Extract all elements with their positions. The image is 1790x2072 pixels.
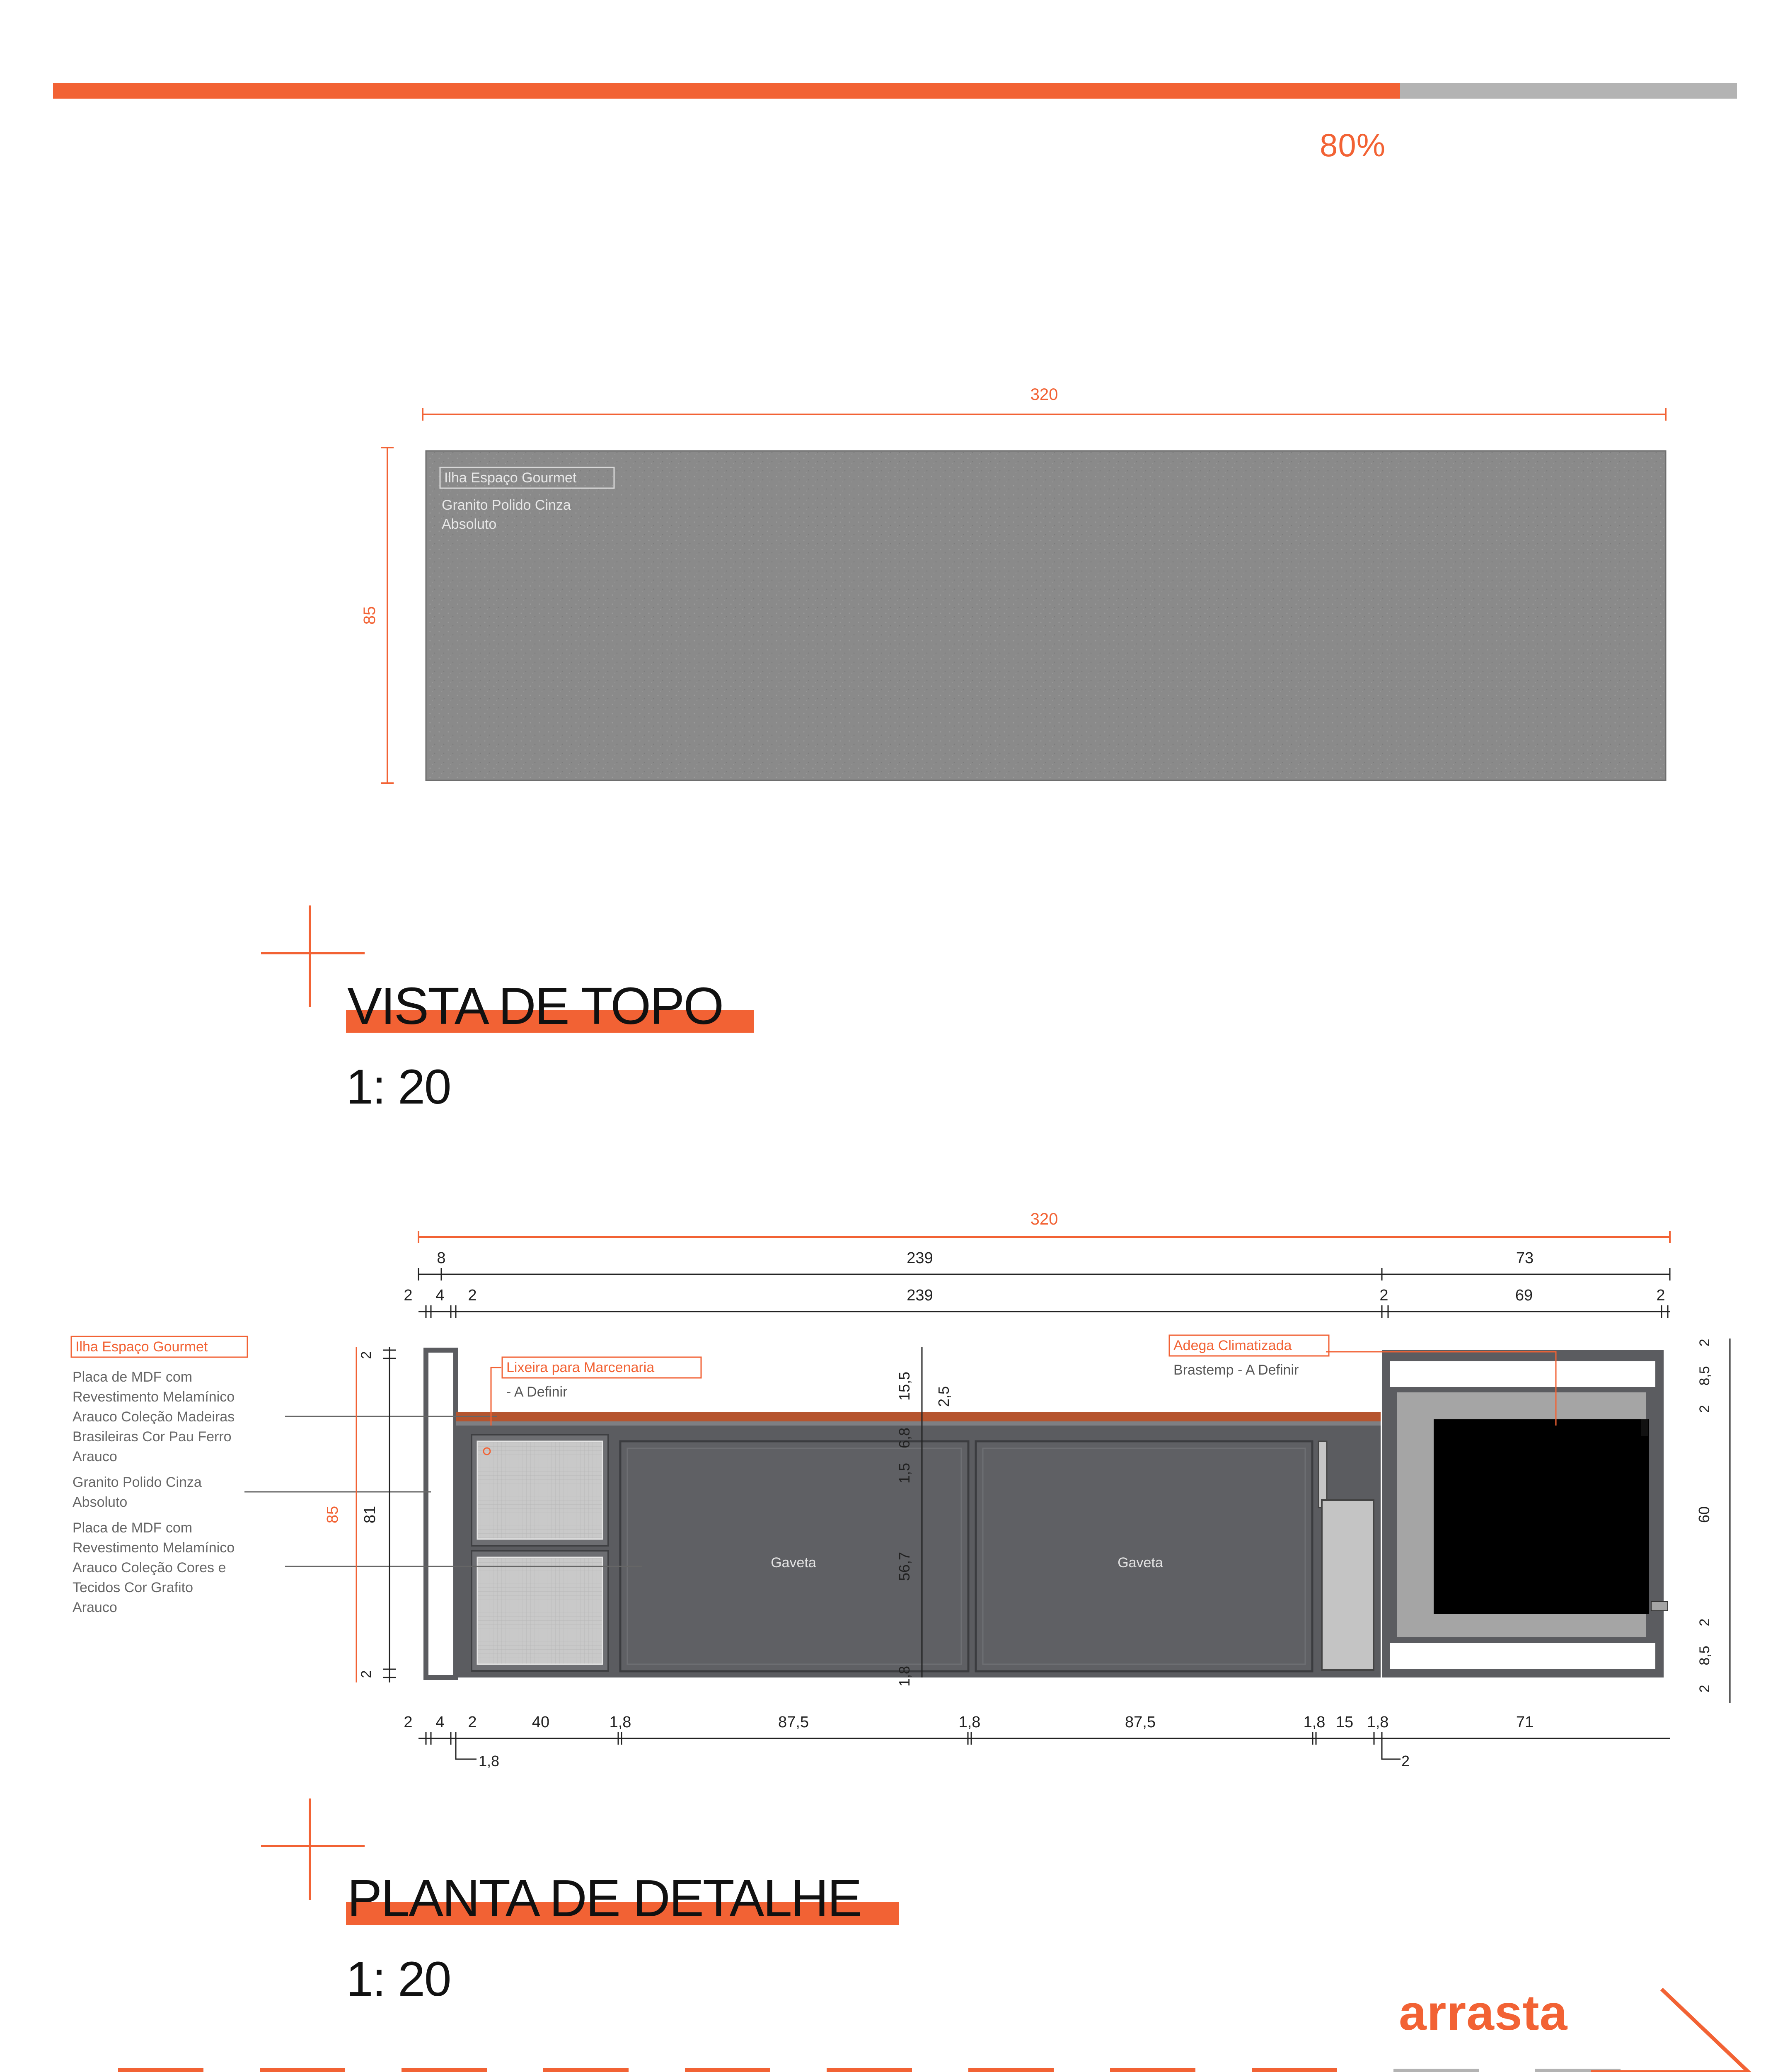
dim-row2-g: 2 bbox=[1656, 1287, 1665, 1304]
dim-row2-c: 2 bbox=[468, 1287, 477, 1304]
note3-line2: Revestimento Melamínico bbox=[73, 1540, 235, 1556]
note3-line1: Placa de MDF com bbox=[73, 1520, 193, 1536]
bottom-dim-6: 87,5 bbox=[778, 1714, 809, 1731]
detail-width-label: 320 bbox=[1030, 1210, 1058, 1228]
center-h-2: 2,5 bbox=[935, 1386, 952, 1407]
bottom-dim-1: 2 bbox=[404, 1714, 413, 1731]
lixeira-label: Lixeira para Marcenaria bbox=[506, 1360, 655, 1375]
crosshair-vertical-2 bbox=[309, 1798, 311, 1900]
dim-row1-b: 239 bbox=[907, 1249, 933, 1267]
swipe-dash bbox=[543, 2068, 629, 2072]
bottom-sub-2: 2 bbox=[1401, 1752, 1410, 1769]
bottom-dim-10: 15 bbox=[1335, 1714, 1354, 1731]
note1-line1: Placa de MDF com bbox=[73, 1369, 193, 1385]
bottom-dimension-row bbox=[418, 1732, 1670, 1759]
swipe-dash bbox=[968, 2068, 1054, 2072]
bottom-dim-9: 1,8 bbox=[1303, 1714, 1326, 1731]
drawer-right-label: Gaveta bbox=[1118, 1555, 1163, 1571]
dimension-row-1 bbox=[418, 1268, 1670, 1280]
left-side-panel bbox=[426, 1350, 456, 1677]
left-h-2a: 2 bbox=[358, 1351, 374, 1359]
dim-row2-f: 69 bbox=[1515, 1287, 1533, 1304]
left-h-2b: 2 bbox=[358, 1670, 374, 1678]
top-material-line-2: Absoluto bbox=[442, 516, 497, 532]
crosshair-horizontal-2 bbox=[261, 1845, 365, 1847]
top-material-line-1: Granito Polido Cinza bbox=[442, 497, 571, 513]
center-h-5: 56,7 bbox=[896, 1552, 913, 1581]
section-title-detail: PLANTA DE DETALHE bbox=[347, 1869, 861, 1927]
note2-line1: Granito Polido Cinza bbox=[73, 1474, 202, 1490]
swipe-dash bbox=[402, 2068, 487, 2072]
dim-row2-d: 239 bbox=[907, 1287, 933, 1304]
left-h-81: 81 bbox=[361, 1506, 379, 1524]
center-h-6: 1,8 bbox=[896, 1665, 913, 1687]
section-scale-top: 1: 20 bbox=[346, 1060, 451, 1114]
bottom-dim-2: 4 bbox=[435, 1714, 445, 1731]
section-scale-detail: 1: 20 bbox=[346, 1952, 451, 2007]
bottom-dim-4: 40 bbox=[532, 1714, 550, 1731]
center-h-3: 6,8 bbox=[896, 1427, 913, 1449]
note1-line5: Arauco bbox=[73, 1449, 117, 1464]
progress-label: 80% bbox=[1320, 127, 1386, 163]
note3-line3: Arauco Coleção Cores e bbox=[73, 1560, 226, 1576]
dim-row1-c: 73 bbox=[1516, 1249, 1534, 1267]
dim-row2-e: 2 bbox=[1379, 1287, 1388, 1304]
right-h-6: 8,5 bbox=[1697, 1646, 1713, 1665]
drawer-left-label: Gaveta bbox=[771, 1555, 816, 1571]
section-title-top: VISTA DE TOPO bbox=[347, 977, 723, 1035]
right-h-1: 2 bbox=[1697, 1339, 1713, 1347]
small-cabinet bbox=[1322, 1500, 1374, 1670]
right-h-2: 8,5 bbox=[1697, 1366, 1713, 1386]
wood-top-strip bbox=[456, 1412, 1381, 1421]
dim-row1-a: 8 bbox=[437, 1249, 446, 1267]
lixeira-sub: - A Definir bbox=[506, 1384, 568, 1400]
bottom-dim-5: 1,8 bbox=[609, 1714, 631, 1731]
detail-width-dimension bbox=[418, 1210, 1670, 1243]
dim-row2-a: 2 bbox=[404, 1287, 413, 1304]
note1-line3: Arauco Coleção Madeiras bbox=[73, 1409, 235, 1425]
center-h-1: 15,5 bbox=[896, 1371, 913, 1401]
top-label-text: Ilha Espaço Gourmet bbox=[444, 470, 577, 486]
adega-sub: Brastemp - A Definir bbox=[1173, 1362, 1299, 1378]
left-height-dimension bbox=[383, 1347, 396, 1682]
note1-line2: Revestimento Melamínico bbox=[73, 1389, 235, 1405]
wine-cooler-top-gap bbox=[1390, 1361, 1655, 1387]
wine-cooler-door bbox=[1434, 1419, 1649, 1614]
note3-line4: Tecidos Cor Grafito bbox=[73, 1580, 193, 1595]
swipe-dash bbox=[118, 2068, 203, 2072]
right-h-4: 60 bbox=[1696, 1506, 1713, 1523]
note2-line2: Absoluto bbox=[73, 1494, 128, 1510]
bottom-dim-11: 1,8 bbox=[1367, 1714, 1389, 1731]
note1-line4: Brasileiras Cor Pau Ferro bbox=[73, 1429, 232, 1445]
top-depth-label: 85 bbox=[360, 606, 379, 625]
label-island: Ilha Espaço Gourmet bbox=[75, 1339, 208, 1355]
dimension-row-2 bbox=[418, 1305, 1670, 1318]
arrow-right-icon[interactable] bbox=[1587, 1985, 1761, 2072]
right-h-7: 2 bbox=[1697, 1685, 1713, 1693]
swipe-dash bbox=[1252, 2068, 1337, 2072]
top-width-label: 320 bbox=[1030, 385, 1058, 404]
bottom-dim-12: 71 bbox=[1516, 1714, 1534, 1731]
swipe-dash bbox=[1110, 2068, 1195, 2072]
swipe-label: arrasta bbox=[1399, 1985, 1568, 2041]
bottom-sub-1: 1,8 bbox=[478, 1752, 500, 1769]
swipe-dash bbox=[685, 2068, 770, 2072]
bottom-dim-3: 2 bbox=[468, 1714, 477, 1731]
swipe-dash bbox=[827, 2068, 912, 2072]
wine-cooler-bottom-gap bbox=[1390, 1643, 1655, 1669]
bottom-dim-7: 1,8 bbox=[958, 1714, 981, 1731]
right-h-3: 2 bbox=[1697, 1405, 1713, 1413]
swipe-dash bbox=[260, 2068, 345, 2072]
right-h-5: 2 bbox=[1697, 1618, 1713, 1627]
dim-row2-b: 4 bbox=[435, 1287, 445, 1304]
bottom-dim-8: 87,5 bbox=[1125, 1714, 1156, 1731]
center-h-4: 1,5 bbox=[896, 1462, 913, 1484]
left-h-85: 85 bbox=[324, 1506, 341, 1524]
granite-edge bbox=[456, 1421, 1381, 1426]
note3-line5: Arauco bbox=[73, 1600, 117, 1615]
swipe-dash bbox=[1393, 2069, 1479, 2072]
adega-label: Adega Climatizada bbox=[1173, 1338, 1292, 1353]
